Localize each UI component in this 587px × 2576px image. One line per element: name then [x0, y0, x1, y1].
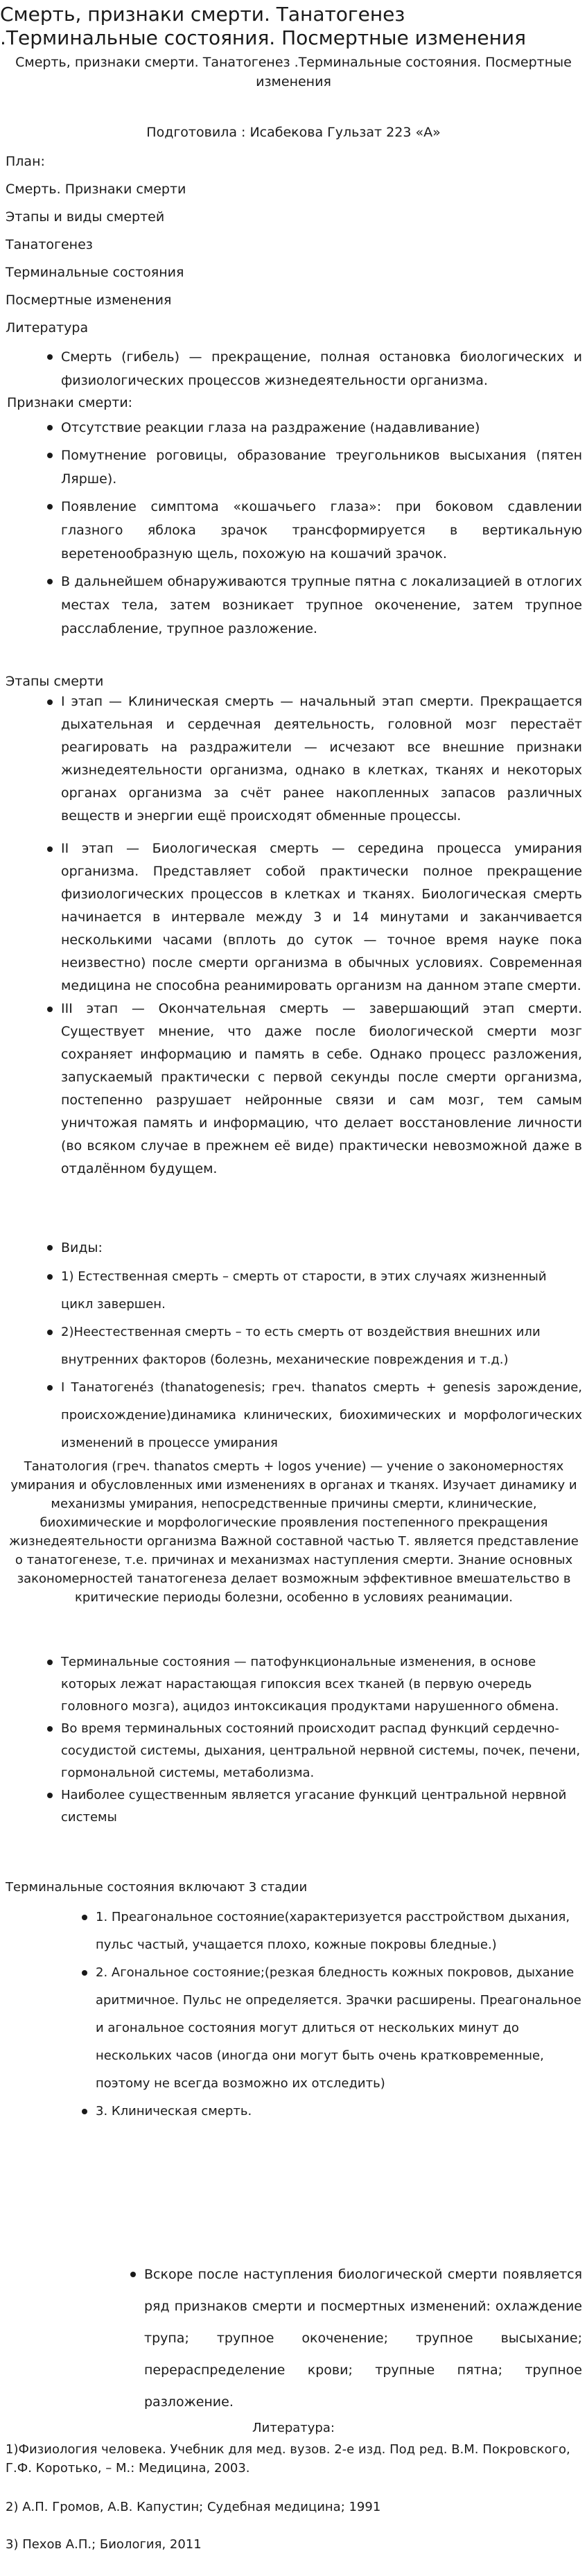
terminal-text: Наиболее существенным является угасание функций центральной нервной системы	[61, 1788, 567, 1825]
list-item	[47, 690, 582, 828]
plan-item: Танатогенез	[6, 237, 93, 252]
stage-text: II этап — Биологическая смерть — середина процесса умирания организма. Представляет собой практически полное прекращение физиологических процессов в клетках и тканях. Биологическая смерть начинается в интервале между 3 и 14 минутами и заканчивается несколькими часами (вплоть до суток — точное время науке пока неизвестно) после смерти организма в обычных условиях. Современная медицина не способна реанимировать организм на данном этапе смерти.	[61, 841, 582, 993]
literature-item: 3) Пехов А.П.; Биология, 2011	[6, 2537, 202, 2552]
sign-text: Отсутствие реакции глаза на раздражение (надавливание)	[61, 420, 480, 435]
death-definition-list	[47, 345, 582, 392]
list-item	[47, 1319, 582, 1374]
plan-item: Посмертные изменения	[6, 293, 172, 308]
list-item	[47, 1374, 582, 1457]
list-item	[47, 998, 582, 1181]
list-item	[47, 1718, 582, 1784]
terminal-stage-text: 1. Преагональное состояние(характеризуется расстройством дыхания, пульс частый, учащается плохо, кожные покровы бледные.)	[96, 1910, 570, 1952]
death-definition-text: Смерть (гибель) — прекращение, полная остановка биологических и физиологических процессов жизнедеятельности организма.	[61, 349, 582, 388]
plan-item: Этапы и виды смертей	[6, 209, 165, 225]
terminal-text: Терминальные состояния — патофункциональные изменения, в основе которых лежат нарастающая гипоксия всех тканей (в первую очередь головного мозга), ацидоз интоксикация продуктами нарушенного обмена.	[61, 1655, 559, 1714]
type-text: I Танатогенéз (thanatogenesis; греч. thanatos смерть + genesis зарождение, происхождение)динамика клинических, биохимических и морфологических изменений в процессе умирания	[61, 1380, 582, 1450]
plan-item: Литература	[6, 320, 89, 336]
plan-item: Смерть. Признаки смерти	[6, 182, 186, 197]
sign-text: В дальнейшем обнаруживаются трупные пятна с локализацией в отлогих местах тела, затем возникает трупное окоченение, затем трупное расслабление, трупное разложение.	[61, 574, 582, 636]
list-item	[47, 837, 582, 998]
list-item	[130, 2259, 582, 2418]
plan-heading: План:	[6, 154, 45, 169]
postmortem-text: Вскоре после наступления биологической смерти появляется ряд признаков смерти и посмертных изменений: охлаждение трупа; трупное окоченение; трупное высыхание; перераспределение крови; трупные пятна; трупное разложение.	[144, 2267, 582, 2410]
literature-item: 2) А.П. Громов, А.В. Капустин; Судебная медицина; 1991	[6, 2500, 381, 2514]
list-item	[47, 416, 582, 440]
stages-heading: Этапы смерти	[6, 674, 104, 689]
document-subtitle: Смерть, признаки смерти. Танатогенез .Терминальные состояния. Посмертные изменения	[15, 55, 572, 89]
terminal-stages-list	[82, 1904, 582, 2125]
list-item	[47, 345, 582, 392]
type-text: 1) Естественная смерть – смерть от старости, в этих случаях жизненный цикл завершен.	[61, 1269, 547, 1312]
terminal-list	[47, 1651, 582, 1829]
type-text: 2)Неестественная смерть – то есть смерть от воздействия внешних или внутренних факторов (болезнь, механические повреждения и т.д.)	[61, 1325, 541, 1367]
list-item	[47, 444, 582, 491]
document-title: Смерть, признаки смерти. Танатогенез .Терминальные состояния. Посмертные изменения	[0, 3, 526, 49]
plan-item: Терминальные состояния	[6, 265, 184, 280]
types-heading: Виды:	[61, 1240, 103, 1255]
list-item	[47, 1784, 582, 1829]
stage-text: I этап — Клиническая смерть — начальный этап смерти. Прекращается дыхательная и сердечная деятельность, головной мозг перестаёт реагировать на раздражители — исчезают все внешние признаки жизнедеятельности организма, однако в клетках, тканях и некоторых органах организма за счёт ранее накопленных запасов различных веществ и энергии ещё происходят обменные процессы.	[61, 694, 582, 824]
terminal-text: Во время терминальных состояний происходит распад функций сердечно-сосудистой системы, дыхания, центральной нервной системы, почек, печени, гормональной системы, метаболизма.	[61, 1721, 581, 1780]
sign-text: Появление симптома «кошачьего глаза»: при боковом сдавлении глазного яблока зрачок трансформируется в вертикальную веретенообразную щель, похожую на кошачий зрачок.	[61, 499, 582, 562]
list-item	[82, 1959, 582, 2098]
literature-item: 1)Физиология человека. Учебник для мед. вузов. 2-е изд. Под ред. В.М. Покровского, Г.Ф. Коротько, – М.: Медицина, 2003.	[6, 2442, 570, 2475]
terminal-stage-text: 2. Агональное состояние;(резкая бледность кожных покровов, дыхание аритмичное. Пульс не определяется. Зрачки расширены. Преагональное и агональное состояния могут длиться от нескольких минут до нескольких часов (иногда они могут быть очень кратковременные, поэтому не всегда возможно их отследить)	[96, 1965, 581, 2091]
literature-heading: Литература:	[252, 2421, 335, 2435]
author-line: Подготовила : Исабекова Гульзат 223 «А»	[146, 125, 441, 140]
list-item	[47, 570, 582, 641]
stage-text: III этап — Окончательная смерть — завершающий этап смерти. Существует мнение, что даже после биологической смерти мозг сохраняет информацию и память в себе. Однако процесс разложения, запускаемый практически с первой секунды после смерти организма, постепенно разрушает нейронные связи и сам мозг, тем самым уничтожая память и информацию, что делает восстановление личности (во всяком случае в прежнем её виде) практически невозможной даже в отдалённом будущем.	[61, 1001, 582, 1176]
signs-heading: Признаки смерти:	[7, 395, 133, 410]
stages-list	[47, 690, 582, 1181]
list-item	[82, 1904, 582, 1959]
types-heading-list	[47, 1234, 582, 1262]
list-item	[47, 495, 582, 566]
sign-text: Помутнение роговицы, образование треугольников высыхания (пятен Лярше).	[61, 448, 582, 487]
postmortem-list	[130, 2259, 582, 2418]
terminal-stage-text: 3. Клиническая смерть.	[96, 2104, 252, 2118]
signs-list	[47, 416, 582, 641]
terminal-stages-heading: Терминальные состояния включают 3 стадии	[6, 1880, 308, 1895]
types-list	[47, 1263, 582, 1457]
list-item	[47, 1651, 582, 1718]
list-item	[47, 1234, 582, 1262]
thanatology-paragraph: Танатология (греч. thanatos смерть + logos учение) — учение о закономерностях умирания и обусловленных ими изменениях в органах и тканях. Изучает динамику и механизмы умирания, непосредственные причины смерти, клинические, биохимические и морфологические проявления постепенного прекращения жизнедеятельности организма Важной составной частью Т. является представление о танатогенезе, т.е. причинах и механизмах наступления смерти. Знание основных закономерностей танатогенеза делает возможным эффективное вмешательство в критические периоды болезни, особенно в условиях реанимации.	[9, 1459, 579, 1605]
list-item	[47, 1263, 582, 1319]
list-item	[82, 2098, 582, 2125]
